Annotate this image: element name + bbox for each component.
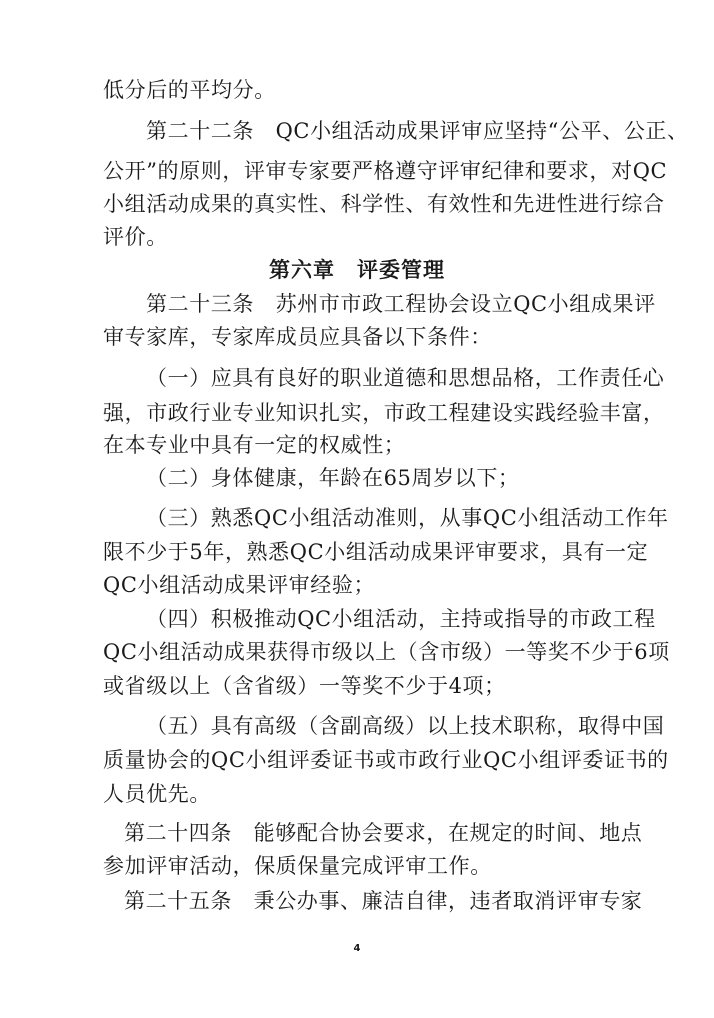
condition-item-5: （五）具有高级（含副高级）以上技术职称，取得中国 [146, 714, 665, 738]
body-text-line: 审专家库，专家库成员应具备以下条件： [103, 325, 492, 349]
condition-item-4: （四）积极推动QC小组活动，主持或指导的市政工程 [146, 607, 656, 631]
body-text-line: 在本专业中具有一定的权威性； [103, 433, 406, 457]
body-text-line: 小组活动成果的真实性、科学性、有效性和先进性进行综合 [103, 192, 665, 216]
article-25-paragraph: 第二十五条 秉公办事、廉洁自律，违者取消评审专家 [124, 889, 643, 913]
body-text-line: QC小组活动成果评审经验； [103, 573, 376, 597]
body-text-line: 限不少于5年，熟悉QC小组活动成果评审要求，具有一定 [103, 540, 649, 564]
article-22-paragraph: 第二十二条 QC小组活动成果评审应坚持“公平、公正、 [146, 119, 689, 143]
body-text-line: 参加评审活动，保质保量完成评审工作。 [103, 854, 492, 878]
body-text-line: 低分后的平均分。 [103, 78, 276, 102]
condition-item-2: （二）身体健康，年龄在65周岁以下； [146, 466, 520, 490]
article-23-paragraph: 第二十三条 苏州市市政工程协会设立QC小组成果评 [146, 292, 656, 316]
page-number: 4 [353, 943, 361, 954]
body-text-line: QC小组活动成果获得市级以上（含市级）一等奖不少于6项 [103, 640, 670, 664]
condition-item-3: （三）熟悉QC小组活动准则，从事QC小组活动工作年 [146, 506, 669, 530]
article-24-paragraph: 第二十四条 能够配合协会要求，在规定的时间、地点 [124, 821, 643, 845]
body-text-line: 质量协会的QC小组评委证书或市政行业QC小组评委证书的 [103, 748, 669, 772]
body-text-line: 评价。 [103, 225, 168, 249]
condition-item-1: （一）应具有良好的职业道德和思想品格，工作责任心 [146, 366, 665, 390]
chapter-heading: 第六章 评委管理 [269, 258, 445, 282]
body-text-line: 强，市政行业专业知识扎实，市政工程建设实践经验丰富， [103, 401, 665, 425]
body-text-line: 或省级以上（含省级）一等奖不少于4项； [103, 674, 506, 698]
body-text-line: 人员优先。 [103, 782, 211, 806]
body-text-line: 公开”的原则，评审专家要严格遵守评审纪律和要求，对QC [103, 159, 668, 183]
